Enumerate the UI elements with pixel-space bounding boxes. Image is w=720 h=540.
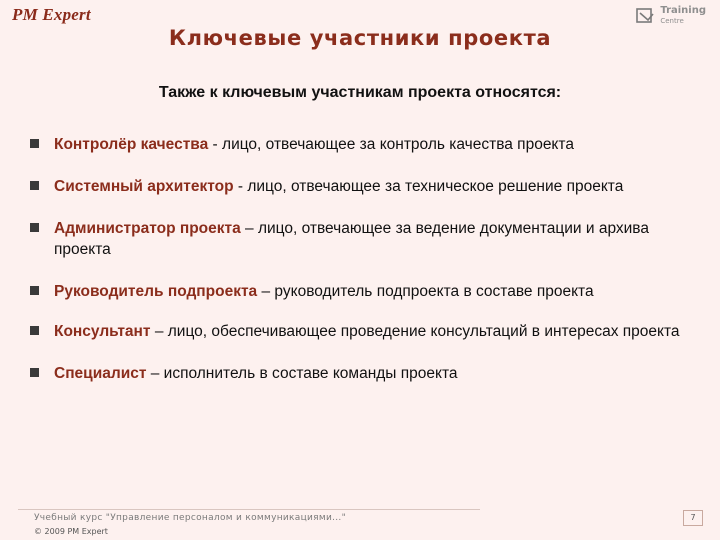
footer-course-title: Учебный курс "Управление персоналом и коммуникациями..." <box>34 513 347 523</box>
square-bullet-icon <box>30 326 39 335</box>
participant-term: Специалист <box>54 365 147 382</box>
list-item <box>30 363 680 384</box>
footer-copyright: © 2009 PM Expert <box>34 527 108 536</box>
list-item <box>30 134 680 155</box>
participant-description: – лицо, отвечающее за ведение документации и архива проекта <box>54 220 649 258</box>
training-centre-label-1: Training <box>660 5 706 16</box>
participant-description: - лицо, отвечающее за контроль качества проекта <box>208 136 574 153</box>
participant-term: Системный архитектор <box>54 178 234 195</box>
list-item <box>30 321 680 342</box>
square-bullet-icon <box>30 181 39 190</box>
participant-description: – исполнитель в составе команды проекта <box>146 365 458 382</box>
training-centre-icon <box>636 6 656 26</box>
participant-description: - лицо, отвечающее за техническое решение проекта <box>233 178 624 195</box>
participant-term: Администратор проекта <box>54 220 241 237</box>
pm-expert-logo: PM Expert <box>12 5 91 24</box>
training-centre-label-2: Centre <box>660 17 684 25</box>
square-bullet-icon <box>30 286 39 295</box>
participant-term: Контролёр качества <box>54 136 209 153</box>
participant-term: Консультант <box>54 323 151 340</box>
participants-list <box>30 134 680 384</box>
square-bullet-icon <box>30 223 39 232</box>
list-item <box>30 218 680 260</box>
list-item <box>30 281 680 302</box>
slide-subtitle: Также к ключевым участникам проекта относятся: <box>158 84 562 101</box>
page-number: 7 <box>683 510 703 526</box>
participant-term: Руководитель подпроекта <box>54 283 258 300</box>
training-centre-logo <box>636 6 706 26</box>
slide-title: Ключевые участники проекта <box>168 26 552 50</box>
footer-divider <box>18 509 480 510</box>
participant-description: – лицо, обеспечивающее проведение консультаций в интересах проекта <box>150 323 680 340</box>
square-bullet-icon <box>30 368 39 377</box>
square-bullet-icon <box>30 139 39 148</box>
list-item <box>30 176 680 197</box>
participant-description: – руководитель подпроекта в составе проекта <box>257 283 594 300</box>
